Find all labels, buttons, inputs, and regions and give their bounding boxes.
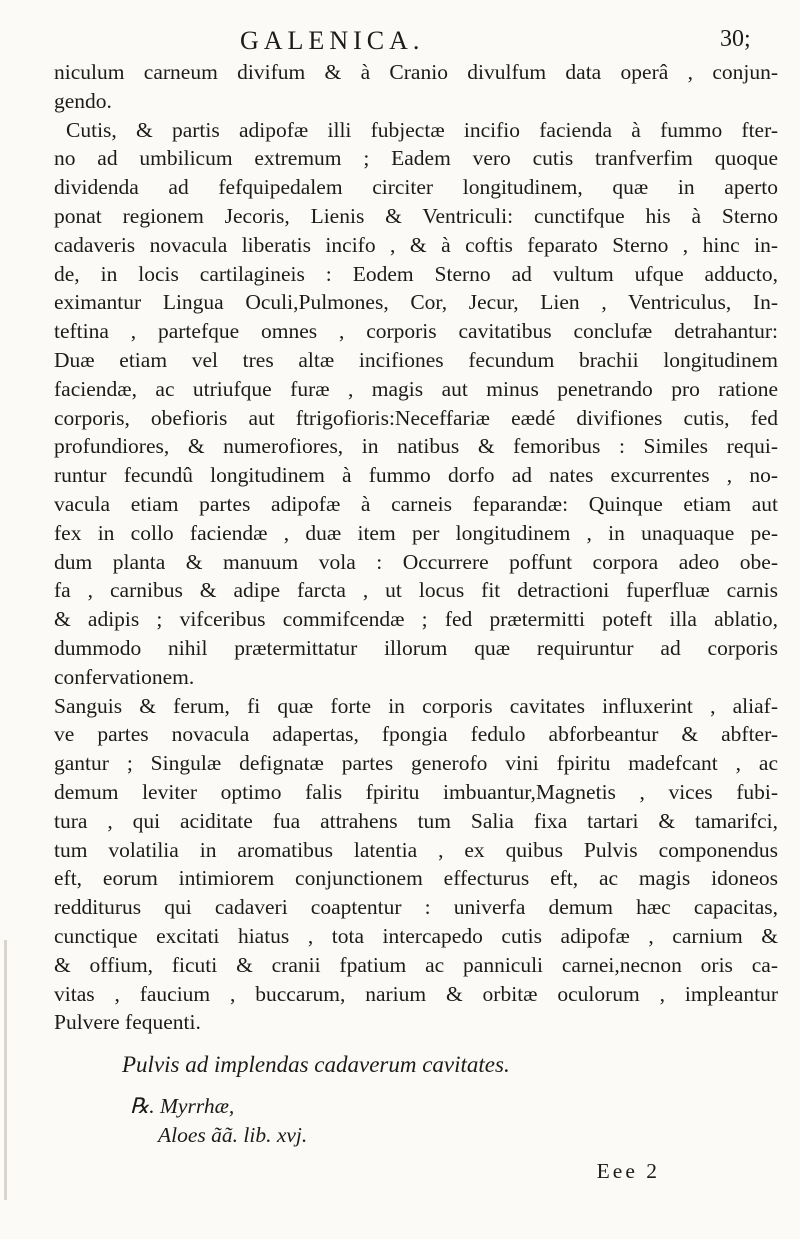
page-edge-shadow (4, 940, 7, 1200)
running-head: GALENICA. (240, 26, 425, 55)
text-line: ponat regionem Jecoris, Lienis & Ventriculi: cunctifque his à Sterno (54, 203, 778, 228)
text-line: & offium, ficuti & cranii fpatium ac panniculi carnei,necnon oris ca- (54, 952, 778, 977)
text-line: confervationem. (54, 664, 195, 689)
text-line: vacula etiam partes adipofæ à carneis feparandæ: Quinque etiam aut (54, 491, 778, 516)
text-line: dummodo nihil prætermittatur illorum quæ requiruntur ad corporis (54, 635, 778, 660)
text-line: eximantur Lingua Oculi,Pulmones, Cor, Jecur, Lien , Ventriculus, In- (54, 290, 778, 315)
text-line: ve partes novacula adapertas, fpongia fedulo abforbeantur & abfter- (54, 722, 778, 747)
text-line: no ad umbilicum extremum ; Eadem vero cutis tranfverfim quoque (54, 146, 778, 171)
text-line: vitas , faucium , buccarum, narium & orbitæ oculorum , impleantur (54, 981, 778, 1006)
text-line: eft, eorum intimiorem conjunctionem effecturus eft, ac magis idoneos (54, 866, 778, 891)
text-line: fa , carnibus & adipe farcta , ut locus fit detractioni fuperfluæ carnis (54, 578, 778, 603)
text-line: & adipis ; vifceribus commifcendæ ; fed prætermitti poteft illa ablatio, (54, 607, 778, 632)
text-line: faciendæ, ac utriufque furæ , magis aut minus penetrando pro ratione (54, 376, 778, 401)
text-line: Cutis, & partis adipofæ illi fubjectæ incifio facienda à fummo fter- (66, 117, 778, 142)
text-line: Pulvere fequenti. (54, 1010, 201, 1035)
recipe-line: ℞. Myrrhæ, (130, 1093, 235, 1118)
text-line: Duæ etiam vel tres altæ incifiones fecundum brachii longitudinem (54, 347, 778, 372)
text-line: tura , qui aciditate fua attrahens tum Salia fixa tartari & tamarifci, (54, 808, 778, 833)
text-line: tum volatilia in aromatibus latentia , ex quibus Pulvis componendus (54, 837, 778, 862)
text-line: cadaveris novacula liberatis incifo , & à coftis feparato Sterno , hinc in- (54, 232, 778, 257)
text-line: redditurus qui cadaveri coaptentur : univerfa demum hæc capacitas, (54, 895, 778, 920)
text-line: demum leviter optimo falis fpiritu imbuantur,Magnetis , vices fubi- (54, 779, 778, 804)
text-line: gendo. (54, 88, 112, 113)
text-line: corporis, obefioris aut ftrigofioris:Neceffariæ eædé divifiones cutis, fed (54, 405, 778, 430)
text-line: Sanguis & ferum, fi quæ forte in corporis cavitates influxerint , aliaf- (54, 693, 778, 718)
page-header (0, 26, 800, 60)
text-line: profundiores, & numerofiores, in natibus & femoribus : Similes requi- (54, 434, 778, 459)
recipe-line: Aloes ãã. lib. xvj. (158, 1122, 308, 1147)
page-number: 30; (720, 26, 751, 52)
text-line: teftina , partefque omnes , corporis cavitatibus conclufæ detrahantur: (54, 319, 778, 344)
text-line: fex in collo faciendæ , duæ item per longitudinem , in unaquaque pe- (54, 520, 778, 545)
section-heading: Pulvis ad implendas cadaverum cavitates. (122, 1052, 510, 1078)
text-line: dividenda ad fefquipedalem circiter longitudinem, quæ in aperto (54, 175, 778, 200)
text-line: cunctique excitati hiatus , tota intercapedo cutis adipofæ , carnium & (54, 923, 778, 948)
text-line: dum planta & manuum vola : Occurrere poffunt corpora adeo obe- (54, 549, 778, 574)
body-text (54, 58, 778, 1186)
text-line: runtur fecundû longitudinem à fummo dorfo ad nates excurrentes , no- (54, 463, 778, 488)
signature-mark: Eee 2 (596, 1159, 660, 1184)
text-line: de, in locis cartilagineis : Eodem Sterno ad vultum ufque adducto, (54, 261, 778, 286)
text-line: gantur ; Singulæ defignatæ partes generofo vini fpiritu madefcant , ac (54, 751, 778, 776)
text-line: niculum carneum divifum & à Cranio divulfum data operâ , conjun- (54, 60, 778, 84)
